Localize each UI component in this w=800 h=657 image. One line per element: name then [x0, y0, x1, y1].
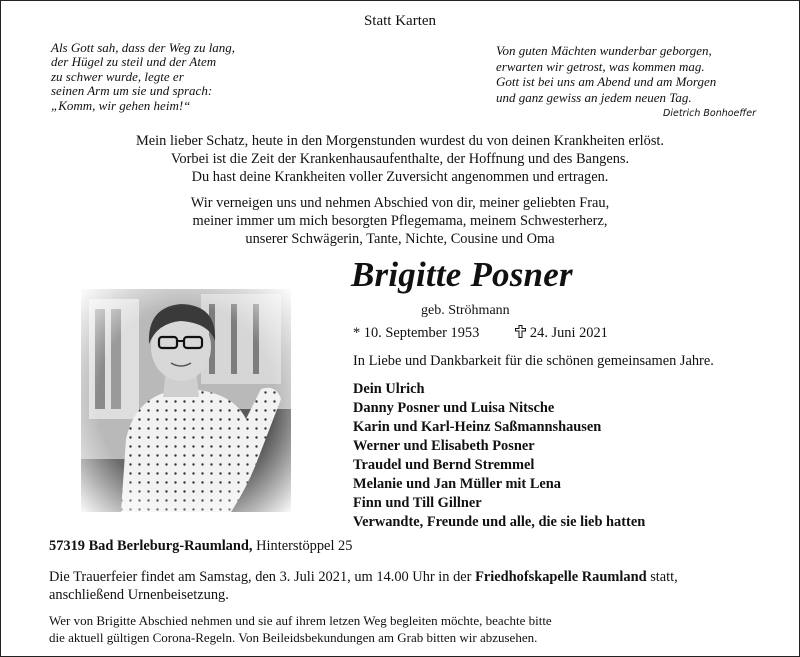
cross-icon — [515, 325, 526, 338]
farewell-paragraph — [1, 133, 799, 186]
funeral-text-end: statt, — [650, 569, 678, 585]
deceased-name: Brigitte Posner — [351, 255, 573, 294]
heading: Statt Karten — [363, 13, 437, 29]
thanks-line: In Liebe und Dankbarkeit für die schönen gemeinsamen Jahre. — [353, 353, 714, 369]
funeral-line — [49, 569, 779, 587]
poem-left-line: Als Gott sah, dass der Weg zu lang, — [51, 40, 236, 55]
paragraph-line: Du hast deine Krankheiten voller Zuversicht angenommen und ertragen. — [191, 168, 609, 185]
address — [49, 538, 352, 555]
mourner: Finn und Till Gillner — [353, 495, 482, 511]
mourner: Werner und Elisabeth Posner — [353, 438, 535, 454]
funeral-line: anschließend Urnenbeisetzung. — [49, 586, 229, 603]
poem-left-line: seinen Arm um sie und sprach: — [51, 83, 213, 99]
portrait-photo — [81, 289, 291, 512]
mourner: Danny Posner und Luisa Nitsche — [353, 400, 555, 416]
paragraph-line: Mein lieber Schatz, heute in den Morgenstunden wurdest du von deinen Krankheiten erlöst. — [135, 133, 665, 149]
paragraph-line: Wir verneigen uns und nehmen Abschied von dir, meiner geliebten Frau, — [190, 195, 610, 211]
paragraph-line: meiner immer um mich besorgten Pflegemama, meinem Schwesterherz, — [192, 212, 608, 229]
dedication-paragraph — [1, 195, 799, 248]
poem-right-line: Gott ist bei uns am Abend und am Morgen — [496, 74, 717, 89]
poem-left-line: der Hügel zu steil und der Atem — [51, 54, 217, 70]
paragraph-line: unserer Schwägerin, Tante, Nichte, Cousine und Oma — [245, 230, 555, 247]
poem-left — [51, 41, 291, 113]
notice-line: Wer von Brigitte Abschied nehmen und sie auf ihrem letzen Weg begleiten möchte, beachte bitte — [49, 613, 552, 628]
poem-left-line: zu schwer wurde, legte er — [51, 68, 184, 84]
mourner: Karin und Karl-Heinz Saßmannshausen — [353, 419, 602, 435]
corona-notice — [49, 612, 779, 646]
maiden-name: geb. Ströhmann — [421, 303, 510, 318]
address-street: Hinterstöppel 25 — [256, 538, 353, 554]
mourners-list — [353, 380, 645, 532]
poem-left-line: „Komm, wir gehen heim!“ — [51, 97, 191, 113]
poem-right — [496, 43, 766, 122]
birth-date: * 10. September 1953 — [353, 325, 480, 341]
notice-line: die aktuell gültigen Corona-Regeln. Von Beileidsbekundungen am Grab bitten wir abzusehen. — [49, 630, 538, 645]
address-city: 57319 Bad Berleburg-Raumland, — [49, 538, 253, 554]
mourner: Verwandte, Freunde und alle, die sie lieb hatten — [353, 514, 646, 530]
mourner: Dein Ulrich — [353, 381, 425, 397]
funeral-location: Friedhofskapelle Raumland — [475, 569, 647, 585]
paragraph-line: Vorbei ist die Zeit der Krankenhausaufenthalte, der Hoffnung und des Bangens. — [170, 150, 630, 167]
funeral-info — [49, 569, 779, 604]
poem-author: Dietrich Bonhoeffer — [663, 108, 756, 119]
life-dates — [353, 325, 608, 342]
mourner: Melanie und Jan Müller mit Lena — [353, 476, 562, 492]
death-date: 24. Juni 2021 — [529, 325, 608, 341]
funeral-text: Die Trauerfeier findet am Samstag, den 3. Juli 2021, um 14.00 Uhr in der — [49, 569, 472, 585]
death-date-group — [515, 325, 608, 341]
portrait-image — [81, 289, 291, 512]
poem-right-line: und ganz gewiss an jedem neuen Tag. — [496, 89, 692, 105]
mourner: Traudel und Bernd Stremmel — [353, 457, 535, 473]
poem-right-line: erwarten wir getrost, was kommen mag. — [496, 58, 705, 74]
poem-right-line: Von guten Mächten wunderbar geborgen, — [496, 43, 712, 58]
